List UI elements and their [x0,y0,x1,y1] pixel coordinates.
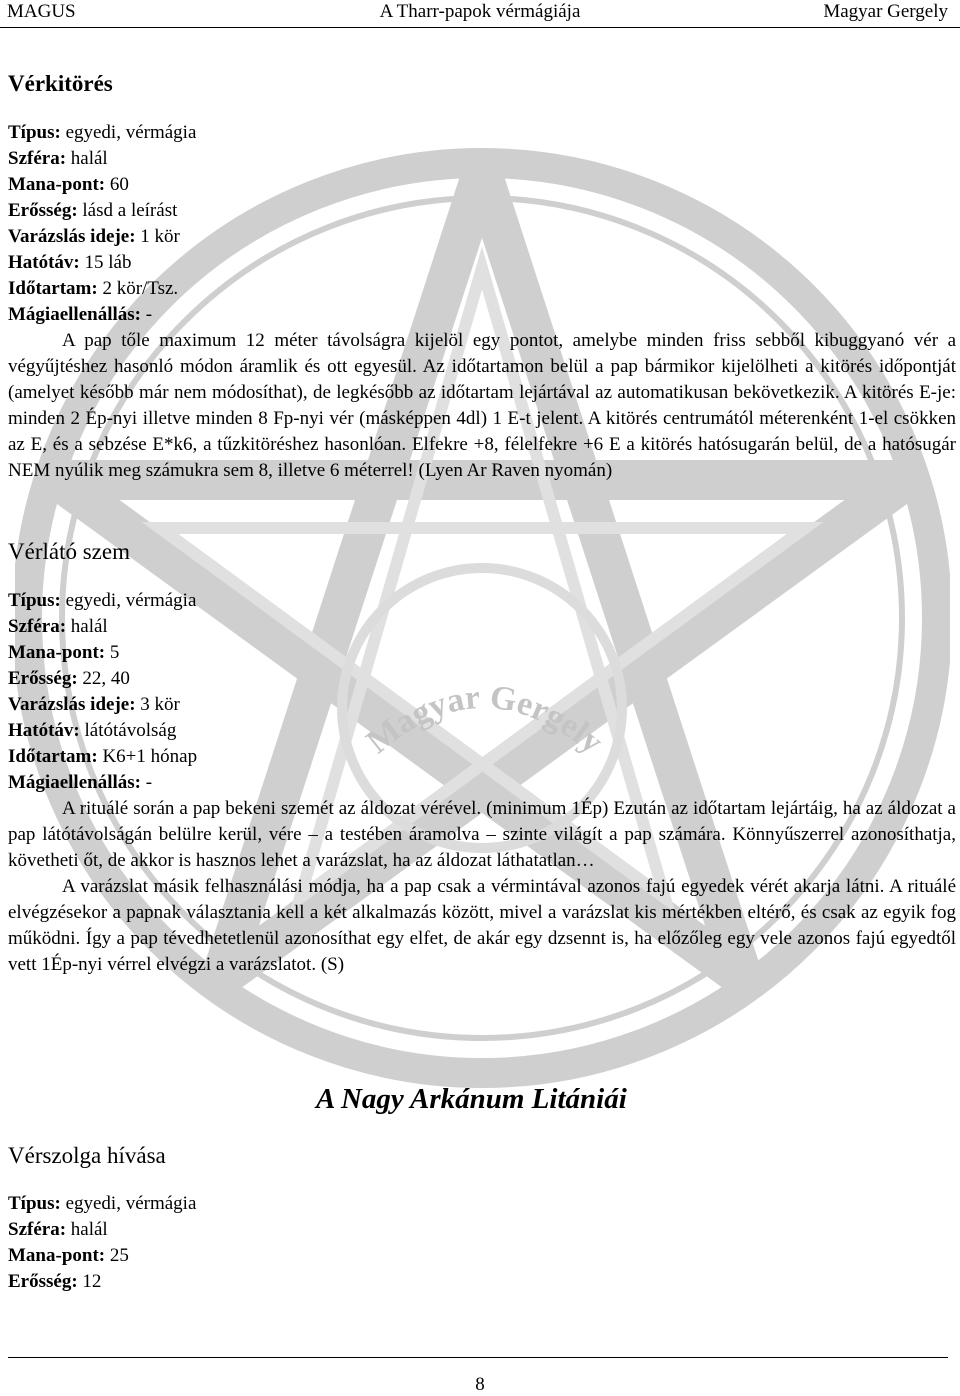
property-row [8,276,196,302]
property-label: Mana-pont: [8,174,106,195]
spell-title-verlato-szem: Vérlátó szem [8,539,130,564]
property-label: Hatótáv: [8,720,80,741]
property-value: 60 [105,174,129,195]
footer-divider [8,1357,948,1358]
property-label: Mana-pont: [8,642,106,663]
property-label: Mágiaellenállás: [8,772,141,793]
property-label: Időtartam: [8,746,98,767]
property-value: 15 láb [79,252,132,273]
property-value: 5 [105,642,120,663]
property-label: Erősség: [8,200,78,221]
property-row [8,614,197,640]
property-value: egyedi, vérmágia [60,1193,197,1214]
property-row [8,302,196,328]
property-label: Típus: [8,122,61,143]
page-header [0,0,960,28]
description-paragraph: A varázslat másik felhasználási módja, ha a pap csak a vérmintával azonos fajú egyedek vérét akarja látni. A rituálé elvégzésekor a papnak választania kell a két alkalmazás között, mivel a varázslat kis mértékben eltérő, és csak az egyik fog működni. Így a pap tévedhetetlenül azonosíthat egy elfet, de akár egy dzsennt is, ha előzőleg egy vele azonos fajú egyedtől vett 1Ép-nyi vérrel elvégzi a varázslatot. (S) [8,876,956,975]
property-row [8,172,196,198]
property-value: halál [66,616,108,637]
property-label: Mágiaellenállás: [8,304,141,325]
property-row [8,1217,196,1243]
spell-properties-verszolga-hivasa [8,1191,196,1295]
spell-description-verkitores [8,328,956,484]
property-label: Típus: [8,590,61,611]
description-paragraph: A rituálé során a pap bekeni szemét az áldozat vérével. (minimum 1Ép) Ezután az időtartam lejártáig, ha az áldozat a pap látótávolságán belülre kerül, vére – a testében áramolva – szinte világít a pap számára. Könnyűszerrel azonosíthatja, követheti őt, de akkor is hasznos lehet a varázslat, ha az áldozat láthatatlan… [8,798,956,871]
description-paragraph: A pap tőle maximum 12 méter távolságra kijelöl egy pontot, amelybe minden friss sebből kibuggyanó vér a végyűjtéshez hasonló módon áramlik és ott egyesül. Az időtartamon belül a pap bármikor kijelölheti a kitörés időpontját (amelyet később már nem módosíthat), de legkésőbb az időtartam lejártával az automatikusan bekövetkezik. A kitörés E-je: minden 2 Ép-nyi illetve minden 8 Fp-nyi vér (másképpen 4dl) 1 E-t jelent. A kitörés centrumától méterenként 1-el csökken az E, és a sebzése E*k6, a tűzkitöréshez hasonlóan. Elfekre +8, félelfekre +6 E a kitörés hatósugarán belül, de a hatósugár NEM nyúlik meg számukra sem 8, illetve 6 méterrel! (Lyen Ar Raven nyomán) [8,330,956,481]
property-value: halál [66,148,108,169]
spell-title-verkitores: Vérkitörés [8,71,113,96]
property-value: egyedi, vérmágia [60,590,197,611]
section-title: A Nagy Arkánum Litániái [316,1083,627,1115]
property-row [8,224,196,250]
property-row [8,718,197,744]
property-value: látótávolság [79,720,177,741]
property-value: 22, 40 [77,668,130,689]
property-row [8,692,197,718]
property-value: 1 kör [135,226,180,247]
property-value: 3 kör [135,694,180,715]
property-row [8,146,196,172]
header-left: MAGUS [7,1,76,22]
property-value: 2 kör/Tsz. [97,278,179,299]
property-label: Szféra: [8,1219,67,1240]
spell-description-verlato-szem [8,796,956,978]
watermark-signature: Magyar Gergely [359,678,610,762]
property-row [8,120,196,146]
property-row [8,1269,196,1295]
property-value: egyedi, vérmágia [60,122,197,143]
header-right: Magyar Gergely [823,1,948,22]
property-value: - [140,304,153,325]
property-row [8,640,197,666]
property-value: 25 [105,1245,129,1266]
spell-title-verszolga-hivasa: Vérszolga hívása [8,1143,166,1168]
property-label: Erősség: [8,1271,78,1292]
property-row [8,198,196,224]
property-label: Szféra: [8,616,67,637]
property-row [8,250,196,276]
property-row [8,770,197,796]
property-label: Időtartam: [8,278,98,299]
property-value: K6+1 hónap [97,746,198,767]
property-value: halál [66,1219,108,1240]
property-row [8,1243,196,1269]
property-label: Hatótáv: [8,252,80,273]
property-label: Varázslás ideje: [8,226,136,247]
property-row [8,588,197,614]
page-number: 8 [475,1374,485,1395]
property-label: Varázslás ideje: [8,694,136,715]
property-value: 12 [77,1271,102,1292]
spell-properties-verkitores [8,120,196,328]
header-center: A Tharr-papok vérmágiája [379,1,581,22]
property-label: Szféra: [8,148,67,169]
property-row [8,666,197,692]
property-label: Típus: [8,1193,61,1214]
property-row [8,1191,196,1217]
property-value: - [140,772,153,793]
property-label: Erősség: [8,668,78,689]
property-label: Mana-pont: [8,1245,106,1266]
property-value: lásd a leírást [77,200,178,221]
property-row [8,744,197,770]
spell-properties-verlato-szem [8,588,197,796]
